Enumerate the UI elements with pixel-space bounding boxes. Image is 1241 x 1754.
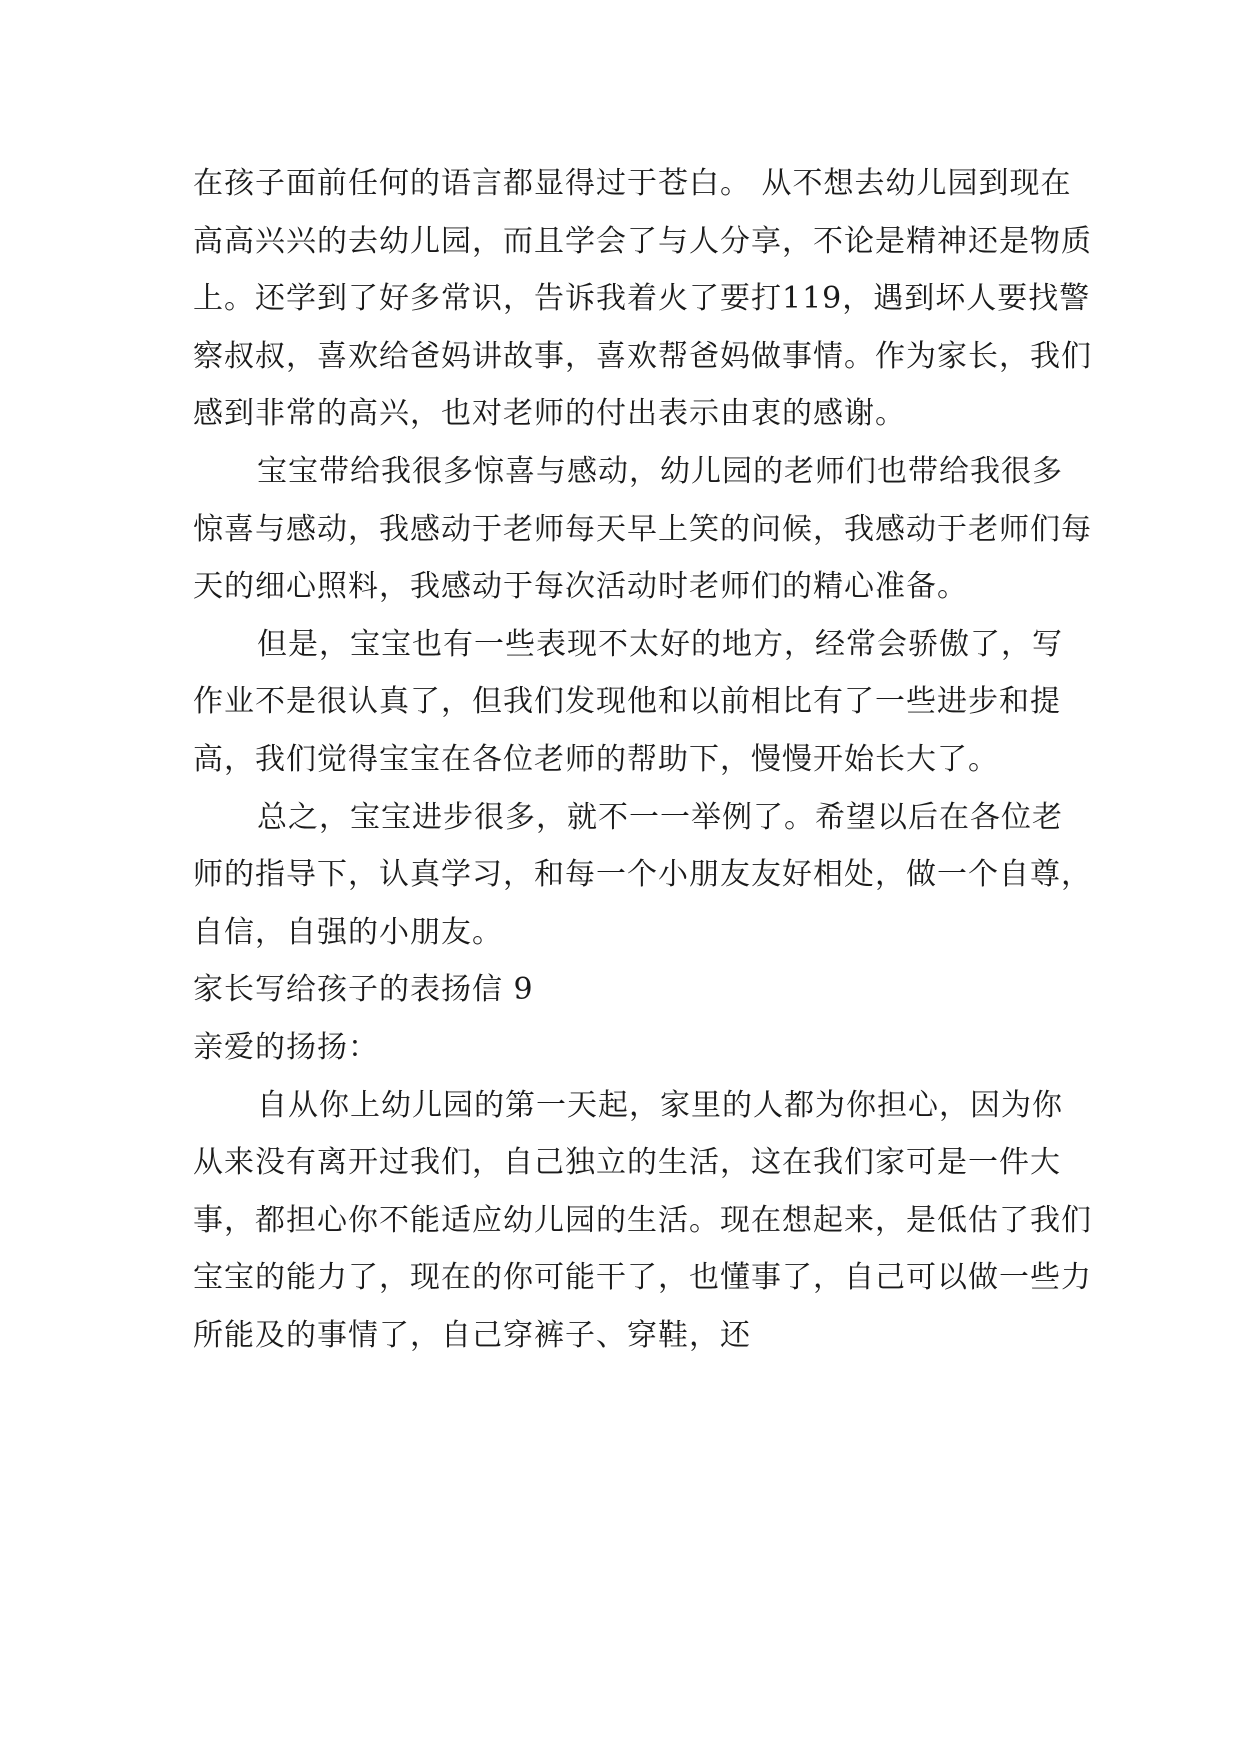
paragraph-conclusion: 总之，宝宝进步很多，就不一一举例了。希望以后在各位老师的指导下，认真学习，和每一个小朋友友好相处，做一个自尊，自信，自强的小朋友。 [193, 799, 1092, 950]
paragraph-however: 但是，宝宝也有一些表现不太好的地方，经常会骄傲了，写作业不是很认真了，但我们发现他和以前相比有了一些进步和提高，我们觉得宝宝在各位老师的帮助下，慢慢开始长大了。 [193, 626, 1063, 777]
paragraph-surprise: 宝宝带给我很多惊喜与感动，幼儿园的老师们也带给我很多惊喜与感动，我感动于老师每天早上笑的问候，我感动于老师们每天的细心照料，我感动于每次活动时老师们的精心准备。 [193, 453, 1092, 605]
paragraph-continuation: 在孩子面前任何的语言都显得过于苍白。 从不想去幼儿园到现在高高兴兴的去幼儿园，而且学会了与人分享，不论是精神还是物质上。还学到了好多常识，告诉我着火了要打119，遇到坏人要找警察叔叔，喜欢给爸妈讲故事，喜欢帮爸妈做事情。作为家长，我们感到非常的高兴，也对老师的付出表示由衷的感谢。 [193, 166, 1092, 432]
section-title: 家长写给孩子的表扬信 9 [193, 972, 534, 1008]
paragraph-letter-start: 自从你上幼儿园的第一天起，家里的人都为你担心，因为你从来没有离开过我们，自己独立的生活，这在我们家可是一件大事，都担心你不能适应幼儿园的生活。现在想起来，是低估了我们宝宝的能力了，现在的你可能干了，也懂事了，自己可以做一些力所能及的事情了，自己穿裤子、穿鞋，还 [193, 1087, 1092, 1353]
salutation: 亲爱的扬扬： [193, 1029, 379, 1065]
document-body [193, 155, 1093, 1364]
